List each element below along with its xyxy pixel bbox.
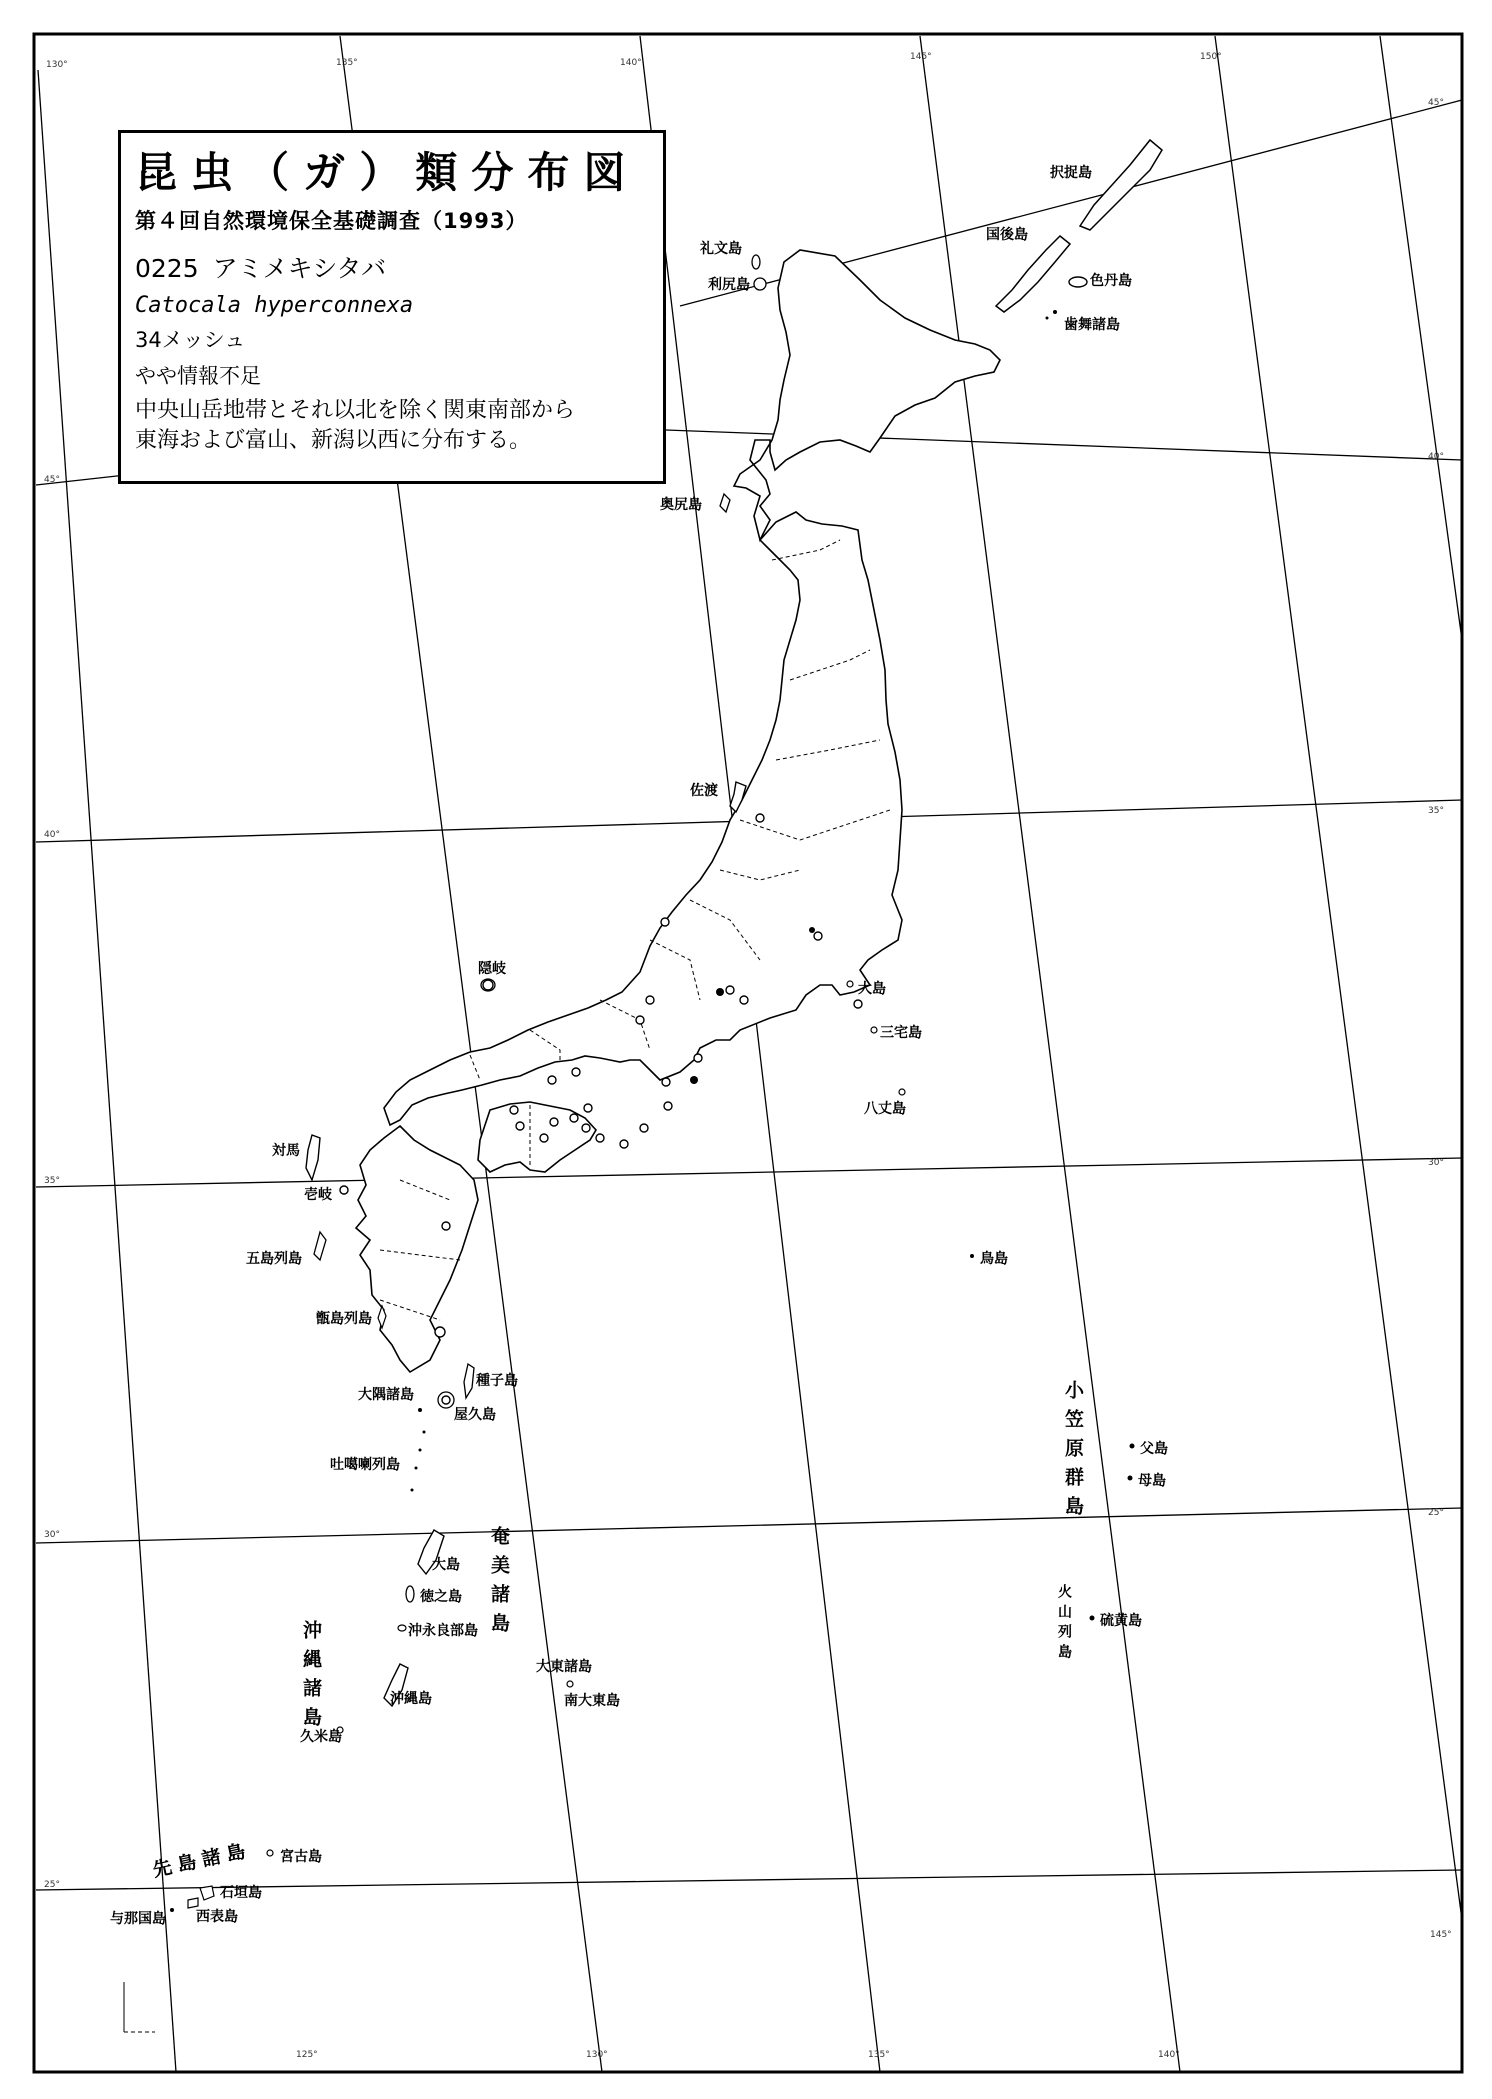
graticule-label-top-130: 130° (46, 60, 68, 70)
record-marker (646, 996, 654, 1004)
label-rishiri: 利尻島 (708, 277, 750, 293)
record-marker (550, 1118, 558, 1126)
goto-shape (314, 1232, 326, 1260)
record-marker (540, 1134, 548, 1142)
daito-shape (567, 1681, 573, 1687)
scale-bar (124, 1982, 155, 2032)
tanegashima-shape (464, 1364, 474, 1398)
graticule-label-right-40: 40° (1428, 452, 1444, 462)
miyake-shape (871, 1027, 877, 1033)
graticule-label-left-30: 30° (44, 1530, 60, 1540)
information-status: やや情報不足 (135, 364, 261, 388)
graticule-label-right-45: 45° (1428, 98, 1444, 108)
label-habomai: 歯舞諸島 (1064, 317, 1120, 333)
miyako-shape (267, 1850, 273, 1856)
izu-oshima-shape (847, 981, 853, 987)
record-marker (510, 1106, 518, 1114)
label-miyako: 宮古島 (280, 1849, 322, 1865)
rebun-shape (752, 255, 760, 269)
meridian-150 (1215, 36, 1462, 1920)
record-marker (442, 1222, 450, 1230)
label-hachijo: 八丈島 (864, 1101, 906, 1117)
torishima-shape (970, 1254, 974, 1258)
label-osumi: 大隅諸島 (358, 1387, 414, 1403)
chichijima-shape (1130, 1444, 1135, 1449)
record-marker (694, 1054, 702, 1062)
label-iwo: 硫黄島 (1100, 1613, 1142, 1629)
label-torishima: 鳥島 (980, 1251, 1008, 1267)
label-iki: 壱岐 (304, 1187, 332, 1203)
graticule-label-bottom-125: 125° (296, 2050, 318, 2060)
label-kunashiri: 国後島 (986, 227, 1028, 243)
graticule-label-right-35: 35° (1428, 806, 1444, 816)
label-rebun: 礼文島 (700, 241, 742, 257)
mesh-count: 34メッシュ (135, 328, 246, 352)
graticule-label-left-25: 25° (44, 1880, 60, 1890)
meridian-155 (1380, 36, 1462, 640)
record-marker (340, 1186, 348, 1194)
record-marker (640, 1124, 648, 1132)
group-label-amami: 奄美諸島 (488, 1526, 510, 1642)
graticule-label-top-140: 140° (620, 58, 642, 68)
distribution-description (135, 396, 647, 456)
record-marker (814, 932, 822, 940)
label-tokara: 吐噶喇列島 (330, 1457, 400, 1473)
label-hahajima: 母島 (1138, 1473, 1166, 1489)
graticule-label-left-40: 40° (44, 830, 60, 840)
group-label-ogasawara: 小笠原群島 (1062, 1380, 1084, 1525)
label-sado: 佐渡 (690, 783, 718, 799)
label-shikotan: 色丹島 (1090, 273, 1132, 289)
graticule-label-right-145: 145° (1430, 1930, 1452, 1940)
label-daito: 大東諸島 (536, 1659, 592, 1675)
description-line-1: 中央山岳地帯とそれ以北を除く関東南部から (135, 398, 576, 423)
honshu-outline (384, 512, 902, 1125)
group-label-okinawa: 沖縄諸島 (300, 1620, 322, 1736)
label-yonaguni: 与那国島 (110, 1911, 166, 1927)
shikotan-shape (1069, 277, 1087, 287)
hokkaido-outline (734, 250, 1000, 540)
record-marker (582, 1124, 590, 1132)
graticule-label-bottom-140: 140° (1158, 2050, 1180, 2060)
species-name-scientific: Catocala hyperconnexa (135, 293, 414, 318)
description-line-2: 東海および富山、新潟以西に分布する。 (135, 428, 532, 453)
kunashiri-shape (996, 236, 1070, 312)
label-tsushima: 対馬 (272, 1143, 300, 1159)
label-amami-oshima: 大島 (432, 1557, 460, 1573)
label-okushiri: 奥尻島 (660, 497, 702, 513)
label-goto: 五島列島 (246, 1251, 302, 1267)
legend-title-box (118, 130, 666, 484)
graticule-label-right-25: 25° (1428, 1508, 1444, 1518)
record-marker (661, 918, 669, 926)
label-oki: 隠岐 (478, 961, 506, 977)
label-kume: 久米島 (300, 1729, 342, 1745)
kyushu-outline (356, 1126, 478, 1372)
map-title: 昆虫（ガ）類分布図 (135, 148, 640, 197)
label-iriomote: 西表島 (196, 1909, 238, 1925)
tsushima-shape (306, 1135, 320, 1180)
record-marker (756, 814, 764, 822)
graticule-label-top-150: 150° (1200, 52, 1222, 62)
rishiri-shape (754, 278, 766, 290)
parallel-35 (36, 1158, 1462, 1187)
label-ishigaki: 石垣島 (220, 1885, 262, 1901)
label-minami-daito: 南大東島 (564, 1693, 620, 1709)
label-izu-oshima: 大島 (858, 981, 886, 997)
graticule-label-top-145: 145° (910, 52, 932, 62)
hachijo-shape (899, 1089, 905, 1095)
record-marker-filled (716, 988, 724, 996)
species-name-ja: アミメキシタバ (212, 254, 387, 283)
shikoku-outline (478, 1102, 596, 1172)
graticule-label-right-30: 30° (1428, 1158, 1444, 1168)
record-marker (516, 1122, 524, 1130)
habomai-shape (1053, 310, 1057, 314)
yonaguni-shape (170, 1908, 174, 1912)
graticule-label-bottom-135: 135° (868, 2050, 890, 2060)
record-marker (620, 1140, 628, 1148)
record-marker-filled (690, 1076, 698, 1084)
species-code: 0225 (135, 254, 199, 283)
record-marker (570, 1114, 578, 1122)
graticule-label-left-35: 35° (44, 1176, 60, 1186)
record-marker (854, 1000, 862, 1008)
group-label-kazan: 火山列島 (1056, 1584, 1072, 1664)
tokunoshima-shape (406, 1586, 414, 1602)
osumi-shape (418, 1408, 422, 1412)
iwo-shape (1090, 1616, 1095, 1621)
label-tanegashima: 種子島 (476, 1373, 518, 1389)
record-marker (662, 1078, 670, 1086)
group-label-sakishima: 先島諸島 (150, 1839, 254, 1882)
species-line (135, 249, 647, 285)
survey-name: 第４回自然環境保全基礎調査（1993） (135, 209, 528, 233)
record-marker (664, 1102, 672, 1110)
record-marker (726, 986, 734, 994)
record-marker (584, 1104, 592, 1112)
record-marker-filled (809, 927, 815, 933)
record-marker (596, 1134, 604, 1142)
label-miyake: 三宅島 (880, 1025, 922, 1041)
label-yakushima: 屋久島 (454, 1407, 496, 1423)
record-marker (548, 1076, 556, 1084)
label-okinawa-island: 沖縄島 (390, 1691, 432, 1707)
record-marker (740, 996, 748, 1004)
graticule-label-left-45: 45° (44, 475, 60, 485)
label-okinoerabu: 沖永良部島 (408, 1623, 478, 1639)
okinoerabu-shape (398, 1625, 406, 1631)
label-etorofu: 択捉島 (1050, 165, 1092, 181)
record-marker (442, 1396, 450, 1404)
habomai-shape-2 (1046, 317, 1049, 320)
label-chichijima: 父島 (1140, 1441, 1168, 1457)
parallel-30 (36, 1508, 1462, 1543)
graticule-label-top-135: 135° (336, 58, 358, 68)
hahajima-shape (1128, 1476, 1133, 1481)
okushiri-shape (720, 494, 730, 512)
ishigaki-shape (200, 1886, 214, 1900)
graticule-label-bottom-130: 130° (586, 2050, 608, 2060)
record-marker (483, 980, 493, 990)
record-marker (435, 1327, 445, 1337)
label-koshiki: 甑島列島 (316, 1311, 372, 1327)
tokara-shapes (411, 1431, 426, 1492)
record-marker (636, 1016, 644, 1024)
label-tokunoshima: 徳之島 (420, 1589, 462, 1605)
record-marker (572, 1068, 580, 1076)
etorofu-shape (1080, 140, 1162, 230)
